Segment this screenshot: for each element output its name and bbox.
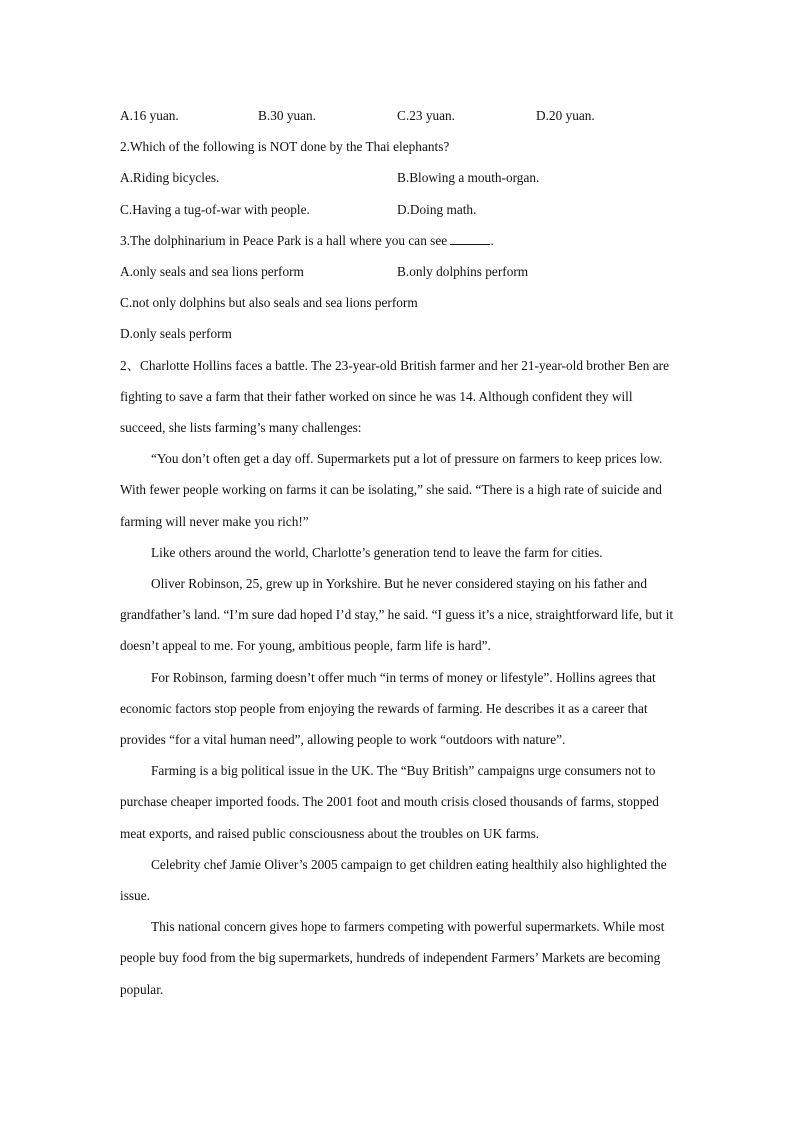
question-1-options [120,100,675,131]
q3-option-b: B.only dolphins perform [397,264,529,280]
question-2-options-row-2 [120,194,675,225]
q3-stem-text: 3.The dolphinarium in Peace Park is a hall where you can see [120,232,448,248]
q1-option-c: C.23 yuan. [397,108,455,123]
q3-option-a: A.only seals and sea lions perform [120,264,304,280]
q1-option-d: D.20 yuan. [536,108,595,123]
passage-paragraph-2: Like others around the world, Charlotte’s generation tend to leave the farm for cities. [151,544,603,560]
q3-option-c: C.not only dolphins but also seals and sea lions perform [120,295,418,311]
document-content [120,100,675,1005]
passage-paragraph-3: Oliver Robinson, 25, grew up in Yorkshire. But he never considered staying on his father and grandfather’s land. “I’m sure dad hoped I’d stay,” he said. “I guess it’s a nice, straightforward life, but it doesn’t appeal to me. For young, ambitious people, farm life is hard”. [120,576,674,654]
question-2-stem: 2.Which of the following is NOT done by the Thai elephants? [120,139,450,155]
q2-option-b: B.Blowing a mouth-organ. [397,170,540,186]
q2-option-c: C.Having a tug-of-war with people. [120,201,310,217]
q1-option-b: B.30 yuan. [258,108,316,123]
question-2-options-row-1 [120,162,675,193]
passage-paragraph-6: Celebrity chef Jamie Oliver’s 2005 campaign to get children eating healthily also highlighted the issue. [120,856,667,904]
passage-paragraph-7: This national concern gives hope to farmers competing with powerful supermarkets. While most people buy food from the big supermarkets, hundreds of independent Farmers’ Markets are becoming popular. [120,919,665,997]
passage-intro: 2、Charlotte Hollins faces a battle. The 23-year-old British farmer and her 21-year-old brother Ben are fighting to save a farm that their father worked on since he was 14. Although confident they will succeed, she lists farming’s many challenges: [120,357,669,436]
q2-option-a: A.Riding bicycles. [120,170,220,186]
q1-option-a: A.16 yuan. [120,108,179,123]
question-3-options-row-1 [120,256,675,287]
passage-paragraph-1: “You don’t often get a day off. Supermarkets put a lot of pressure on farmers to keep prices low. With fewer people working on farms it can be isolating,” she said. “There is a high rate of suicide and farming will never make you rich!” [120,451,663,529]
q2-option-d: D.Doing math. [397,201,477,217]
question-3-stem [120,225,675,256]
answer-blank [450,232,490,245]
q3-option-d: D.only seals perform [120,326,232,342]
passage-paragraph-5: Farming is a big political issue in the UK. The “Buy British” campaigns urge consumers not to purchase cheaper imported foods. The 2001 foot and mouth crisis closed thousands of farms, stopped meat exports, and raised public consciousness about the troubles on UK farms. [120,763,659,841]
q3-stem-end: . [490,232,494,248]
passage-paragraph-4: For Robinson, farming doesn’t offer much “in terms of money or lifestyle”. Hollins agrees that economic factors stop people from enjoying the rewards of farming. He describes it as a career that provides “for a vital human need”, allowing people to work “outdoors with nature”. [120,669,656,748]
